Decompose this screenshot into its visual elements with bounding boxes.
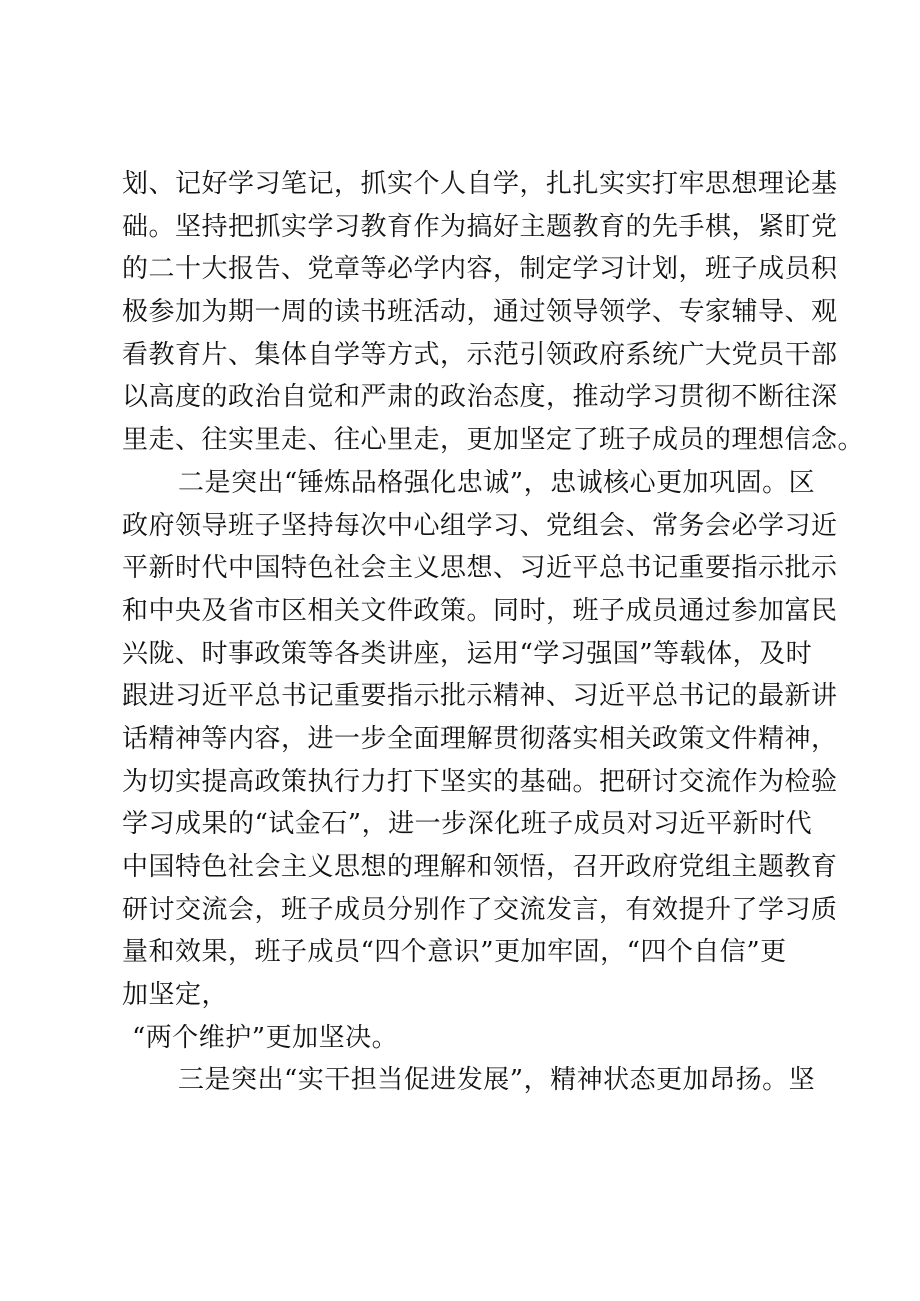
text-line: 学习成果的“试金石”，进一步深化班子成员对习近平新时代 [122,809,813,840]
text-line: 以高度的政治自觉和严肃的政治态度，推动学习贯彻不断往深 [122,382,838,413]
text-line: 话精神等内容，进一步全面理解贯彻落实相关政策文件精神， [122,723,838,754]
text-line: 里走、往实里走、往心里走，更加坚定了班子成员的理想信念。 [122,425,865,456]
text-line: 平新时代中国特色社会主义思想、习近平总书记重要指示批示 [122,553,838,584]
text-line: 量和效果，班子成员“四个意识”更加牢固，“四个自信”更 [122,937,787,968]
text-line: 看教育片、集体自学等方式，示范引领政府系统广大党员干部 [122,339,838,370]
text-line: 和中央及省市区相关文件政策。同时，班子成员通过参加富民 [122,595,838,626]
text-line: 极参加为期一周的读书班活动，通过领导领学、专家辅导、观 [122,297,838,328]
paragraph-2-start: 二是突出“锤炼品格强化忠诚”，忠诚核心更加巩固。区 [178,467,816,498]
text-line: 的二十大报告、党章等必学内容，制定学习计划，班子成员积 [122,254,838,285]
text-line: 政府领导班子坚持每次中心组学习、党组会、常务会必学习近 [122,510,838,541]
text-line: 兴陇、时事政策等各类讲座，运用“学习强国”等载体，及时 [122,638,813,669]
text-line: 础。坚持把抓实学习教育作为搞好主题教育的先手棋，紧盯党 [122,211,838,242]
text-line: “两个维护”更加坚决。 [132,1022,399,1053]
body-text [122,163,865,1102]
text-line: 中国特色社会主义思想的理解和领悟，召开政府党组主题教育 [122,852,838,882]
text-line: 划、记好学习笔记，抓实个人自学，扎扎实实打牢思想理论基 [122,169,838,199]
text-line: 加坚定， [122,980,229,1011]
paragraph-3-start: 三是突出“实干担当促进发展”，精神状态更加昂扬。坚 [178,1065,816,1096]
text-line: 研讨交流会，班子成员分别作了交流发言，有效提升了学习质 [122,894,838,925]
text-line: 为切实提高政策执行力打下坚实的基础。把研讨交流作为检验 [122,766,838,797]
text-line: 跟进习近平总书记重要指示批示精神、习近平总书记的最新讲 [122,681,838,712]
